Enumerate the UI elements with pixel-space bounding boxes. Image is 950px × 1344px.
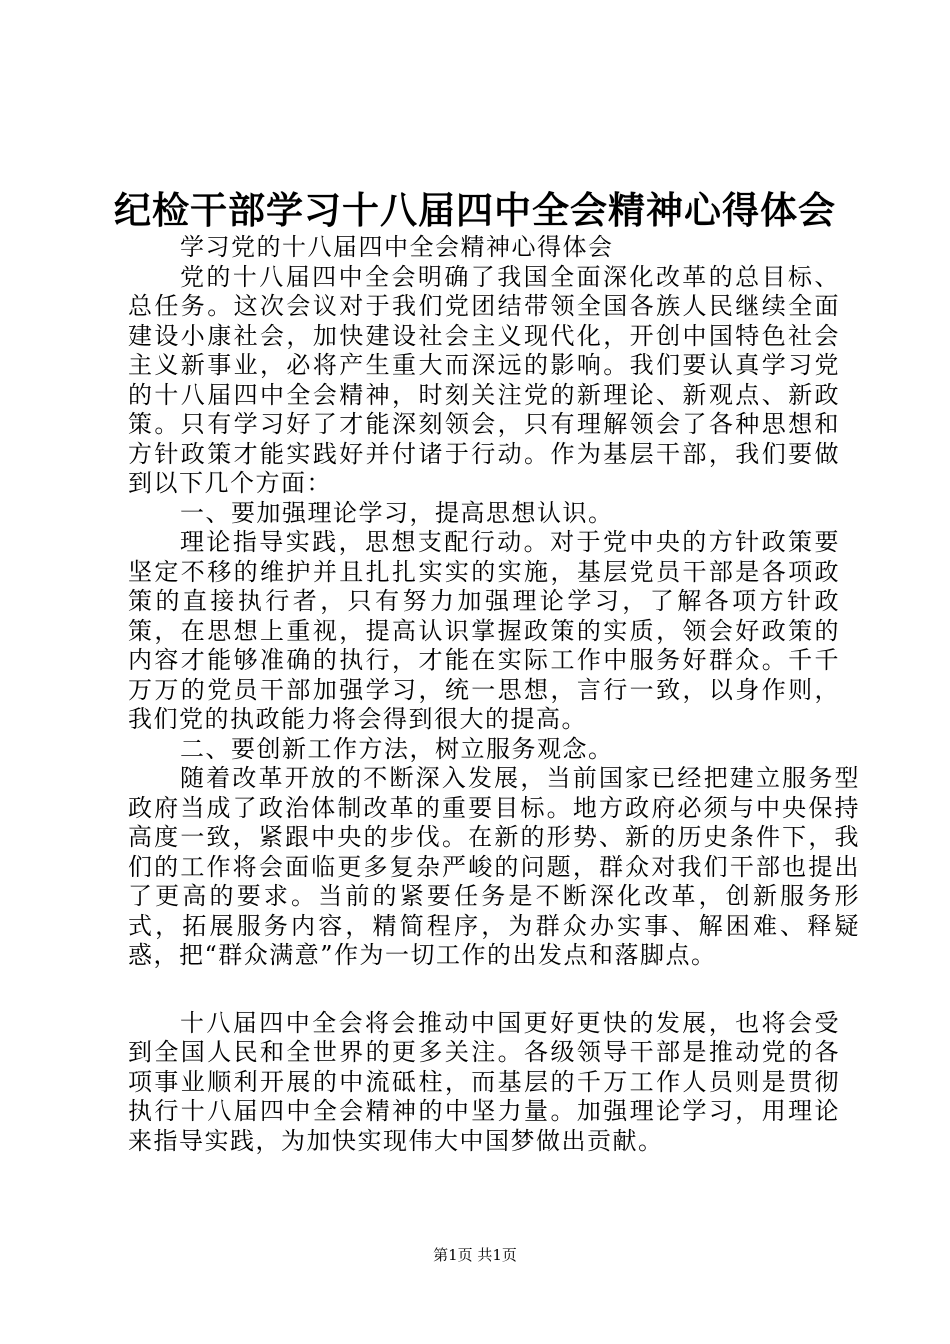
conclusion-paragraph: 十八届四中全会将会推动中国更好更快的发展，也将会受到全国人民和全世界的更多关注。各级领导干部是推动党的各项事业顺利开展的中流砥柱，而基层的千万工作人员则是贯彻执行十八届四中全会精神的中坚力量。加强理论学习，用理论来指导实践，为加快实现伟大中国梦做出贡献。	[128, 1008, 840, 1155]
document-body	[128, 233, 860, 1156]
subtitle-paragraph: 学习党的十八届四中全会精神心得体会	[180, 233, 614, 261]
paragraph-spacer	[128, 971, 840, 1009]
page-footer: 第1页 共1页	[433, 1246, 517, 1264]
section-heading-2: 二、要创新工作方法，树立服务观念。	[180, 734, 614, 763]
section-1-paragraph: 理论指导实践，思想支配行动。对于党中央的方针政策要坚定不移的维护并且扎扎实实的实施，基层党员干部是各项政策的直接执行者，只有努力加强理论学习，了解各项方针政策，在思想上重视，提高认识掌握政策的实质，领会好政策的内容才能够准确的执行，才能在实际工作中服务好群众。千千万万的党员干部加强学习，统一思想，言行一致，以身作则，我们党的执政能力将会得到很大的提高。	[128, 528, 840, 733]
section-heading-1: 一、要加强理论学习，提高思想认识。	[180, 498, 614, 527]
section-2-paragraph: 随着改革开放的不断深入发展，当前国家已经把建立服务型政府当成了政治体制改革的重要目标。地方政府必须与中央保持高度一致，紧跟中央的步伐。在新的形势、新的历史条件下，我们的工作将会面临更多复杂严峻的问题，群众对我们干部也提出了更高的要求。当前的紧要任务是不断深化改革，创新服务形式，拓展服务内容，精简程序，为群众办实事、解困难、释疑惑，把“群众满意”作为一切工作的出发点和落脚点。	[128, 764, 860, 969]
intro-paragraph: 党的十八届四中全会明确了我国全面深化改革的总目标、总任务。这次会议对于我们党团结带领全国各族人民继续全面建设小康社会，加快建设社会主义现代化，开创中国特色社会主义新事业，必将产生重大而深远的影响。我们要认真学习党的十八届四中全会精神，时刻关注党的新理论、新观点、新政策。只有学习好了才能深刻领会，只有理解领会了各种思想和方针政策才能实践好并付诸于行动。作为基层干部，我们要做到以下几个方面：	[128, 262, 840, 497]
document-title: 纪检干部学习十八届四中全会精神心得体会	[114, 188, 836, 232]
